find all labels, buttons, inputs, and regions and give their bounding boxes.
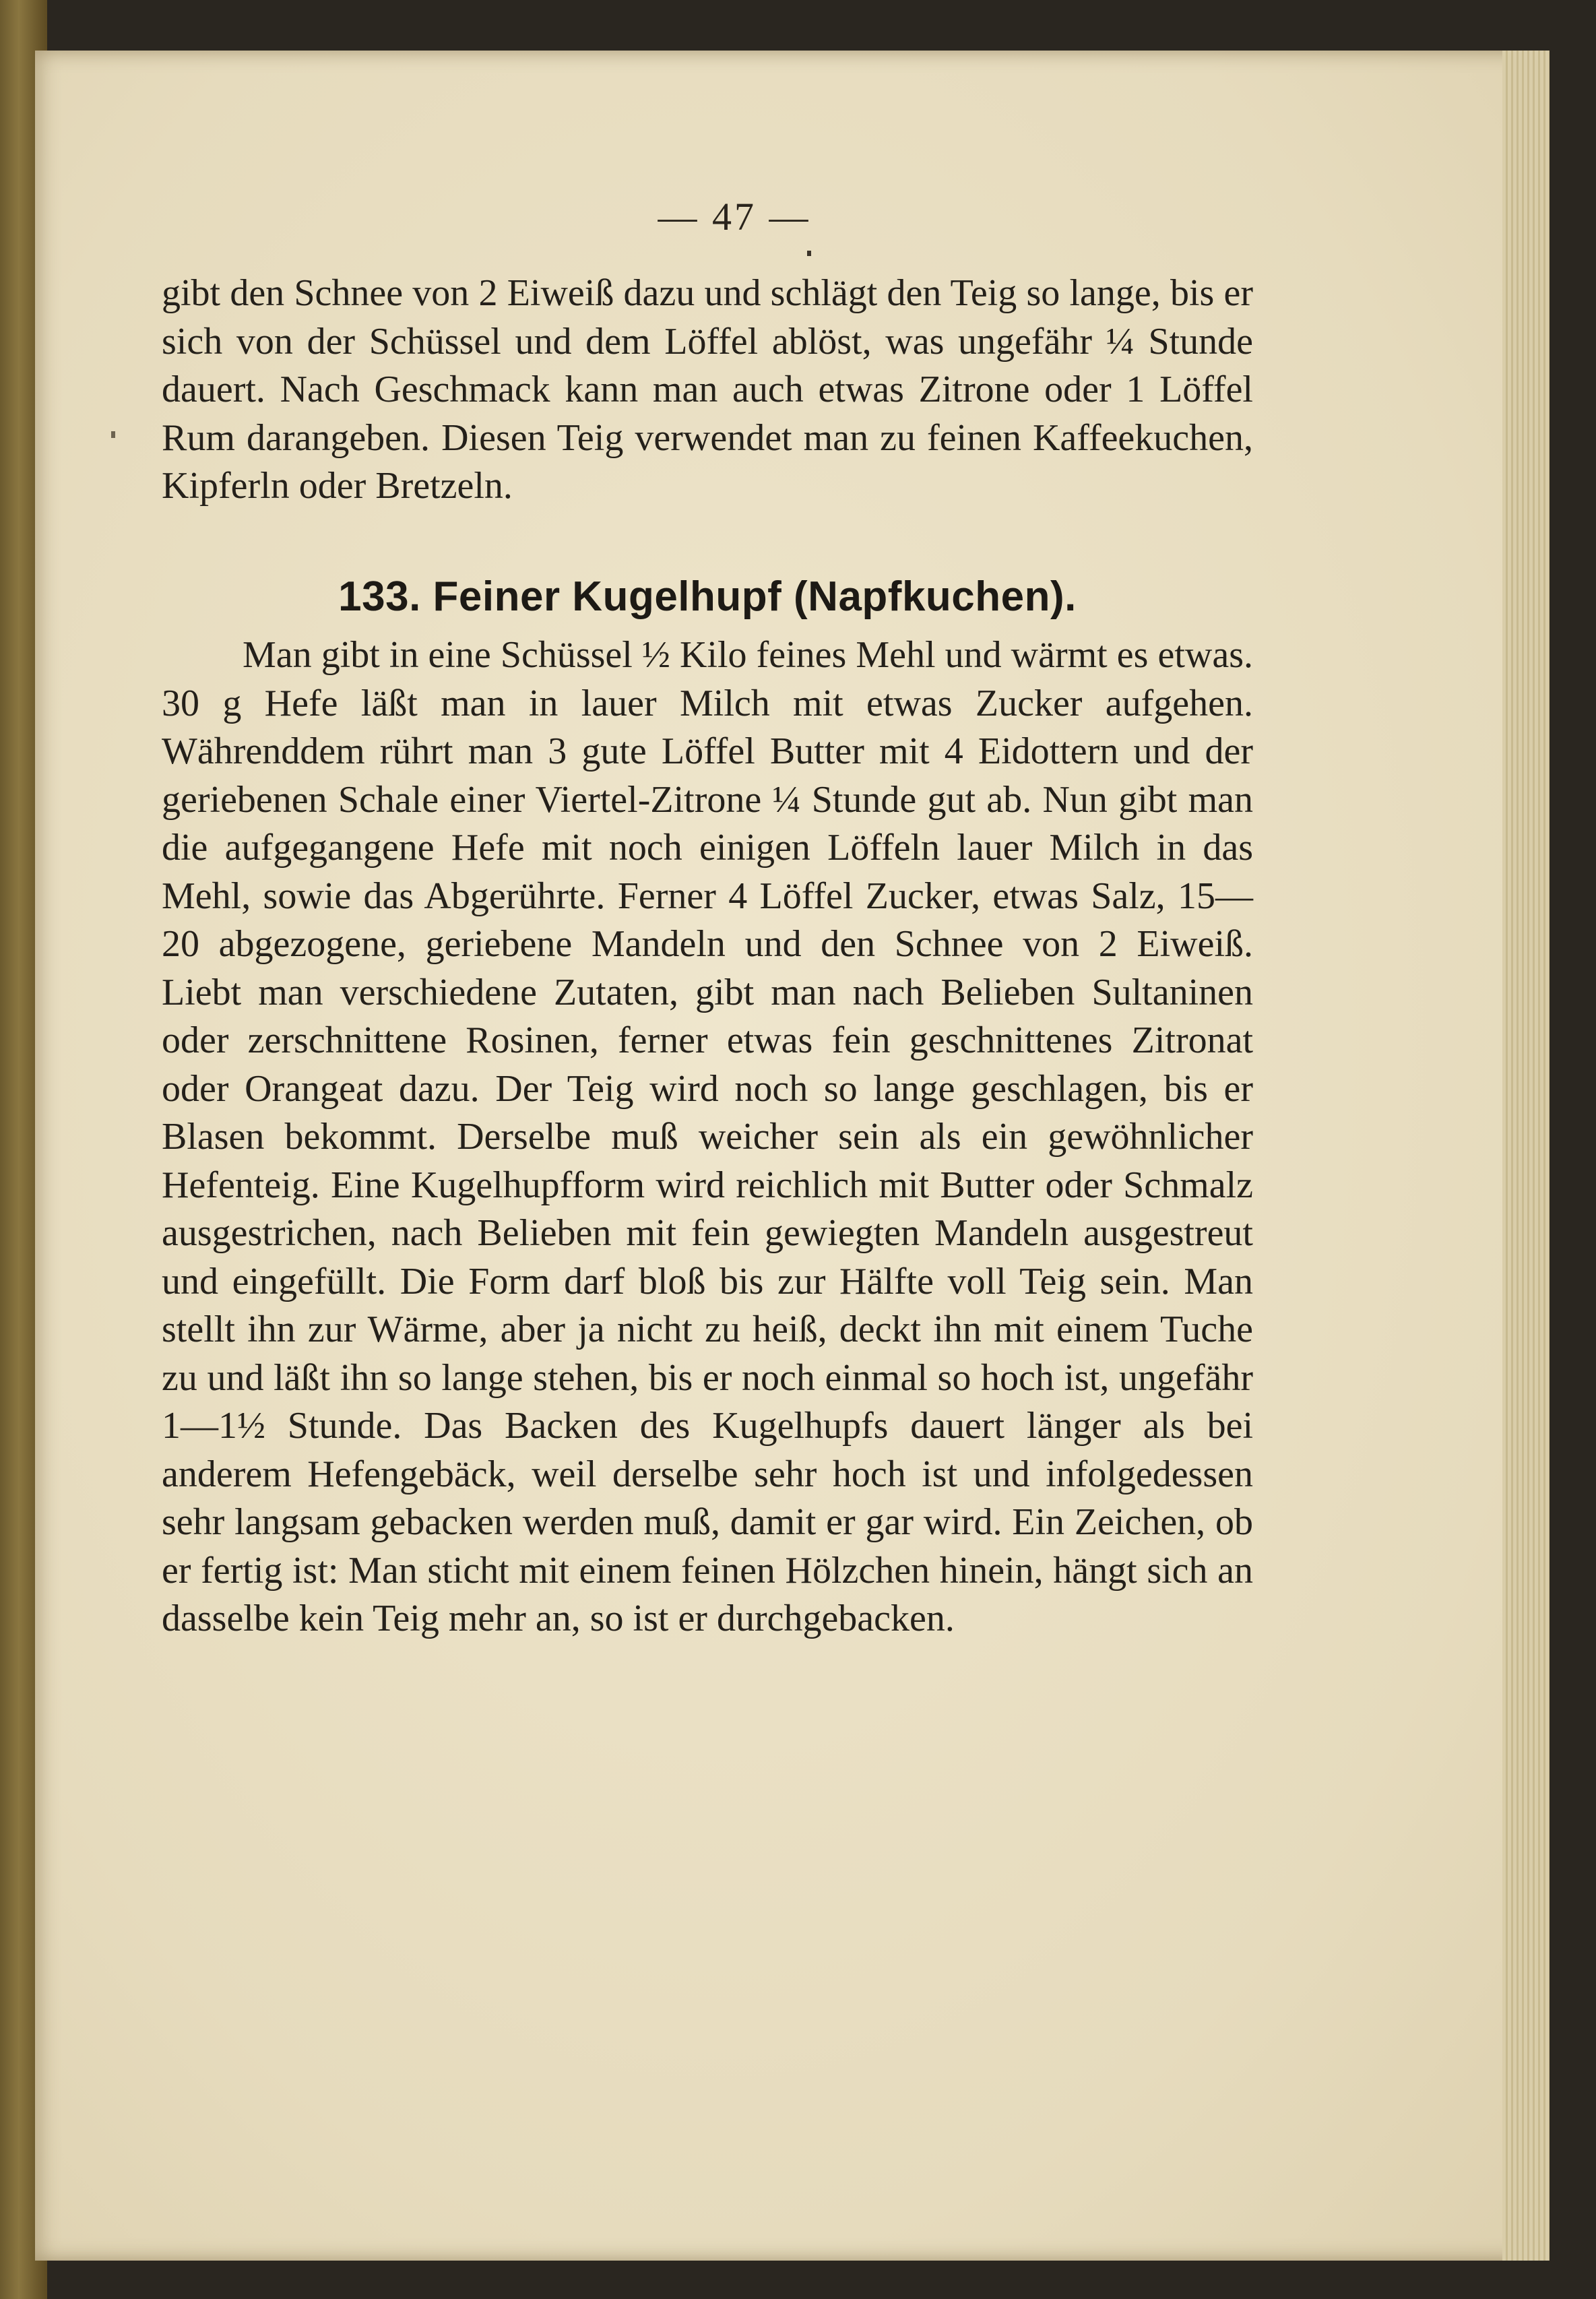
page-number: — 47 —: [658, 195, 811, 239]
paragraph-intro: gibt den Schnee von 2 Eiweiß dazu und schlägt den Teig so lange, bis er sich von der Schüssel und dem Löffel ablöst, was ungefähr ¼ Stunde dauert. Nach Geschmack kann man auch etwas Zitrone oder 1 Löffel Rum darangeben. Diesen Teig verwendet man zu feinen Kaffeekuchen, Kipferln oder Bretzeln.: [162, 272, 1253, 507]
page-edge: [1502, 51, 1550, 2261]
recipe-body: Man gibt in eine Schüssel ½ Kilo feines Mehl und wärmt es etwas. 30 g Hefe läßt man in lauer Milch mit etwas Zucker aufgehen. Währenddem rührt man 3 gute Löffel Butter mit 4 Eidottern und der geriebenen Schale einer Viertel-Zitrone ¼ Stunde gut ab. Nun gibt man die aufgegangene Hefe mit noch einigen Löffeln lauer Milch in das Mehl, sowie das Abgerührte. Ferner 4 Löffel Zucker, etwas Salz, 15—20 abgezogene, geriebene Mandeln und den Schnee von 2 Eiweiß. Liebt man verschiedene Zutaten, gibt man nach Belieben Sultaninen oder zerschnittene Rosinen, ferner etwas fein geschnittenes Zitronat oder Orangeat dazu. Der Teig wird noch so lange geschlagen, bis er Blasen bekommt. Derselbe muß weicher sein als ein gewöhnlicher Hefenteig. Eine Kugelhupfform wird reichlich mit Butter oder Schmalz ausgestrichen, nach Belieben mit fein gewiegten Mandeln ausgestreut und eingefüllt. Die Form darf bloß bis zur Hälfte voll Teig sein. Man stellt ihn zur Wärme, aber ja nicht zu heiß, deckt ihn mit einem Tuche zu und läßt ihn so lange stehen, bis er noch einmal so hoch ist, ungefähr 1—1½ Stunde. Das Backen des Kugelhupfs dauert länger als bei anderem Hefengebäck, weil derselbe sehr hoch ist und infolgedessen sehr langsam gebacken werden muß, damit er gar wird. Ein Zeichen, ob er fertig ist: Man sticht mit einem feinen Hölzchen hinein, hängt sich an dasselbe kein Teig mehr an, so ist er durchgebacken.: [162, 634, 1253, 1639]
margin-mark: [111, 431, 115, 438]
page-text: [162, 270, 1253, 1643]
recipe-heading: 133. Feiner Kugelhupf (Napfkuchen).: [338, 573, 1077, 620]
ink-speck: [807, 251, 811, 256]
